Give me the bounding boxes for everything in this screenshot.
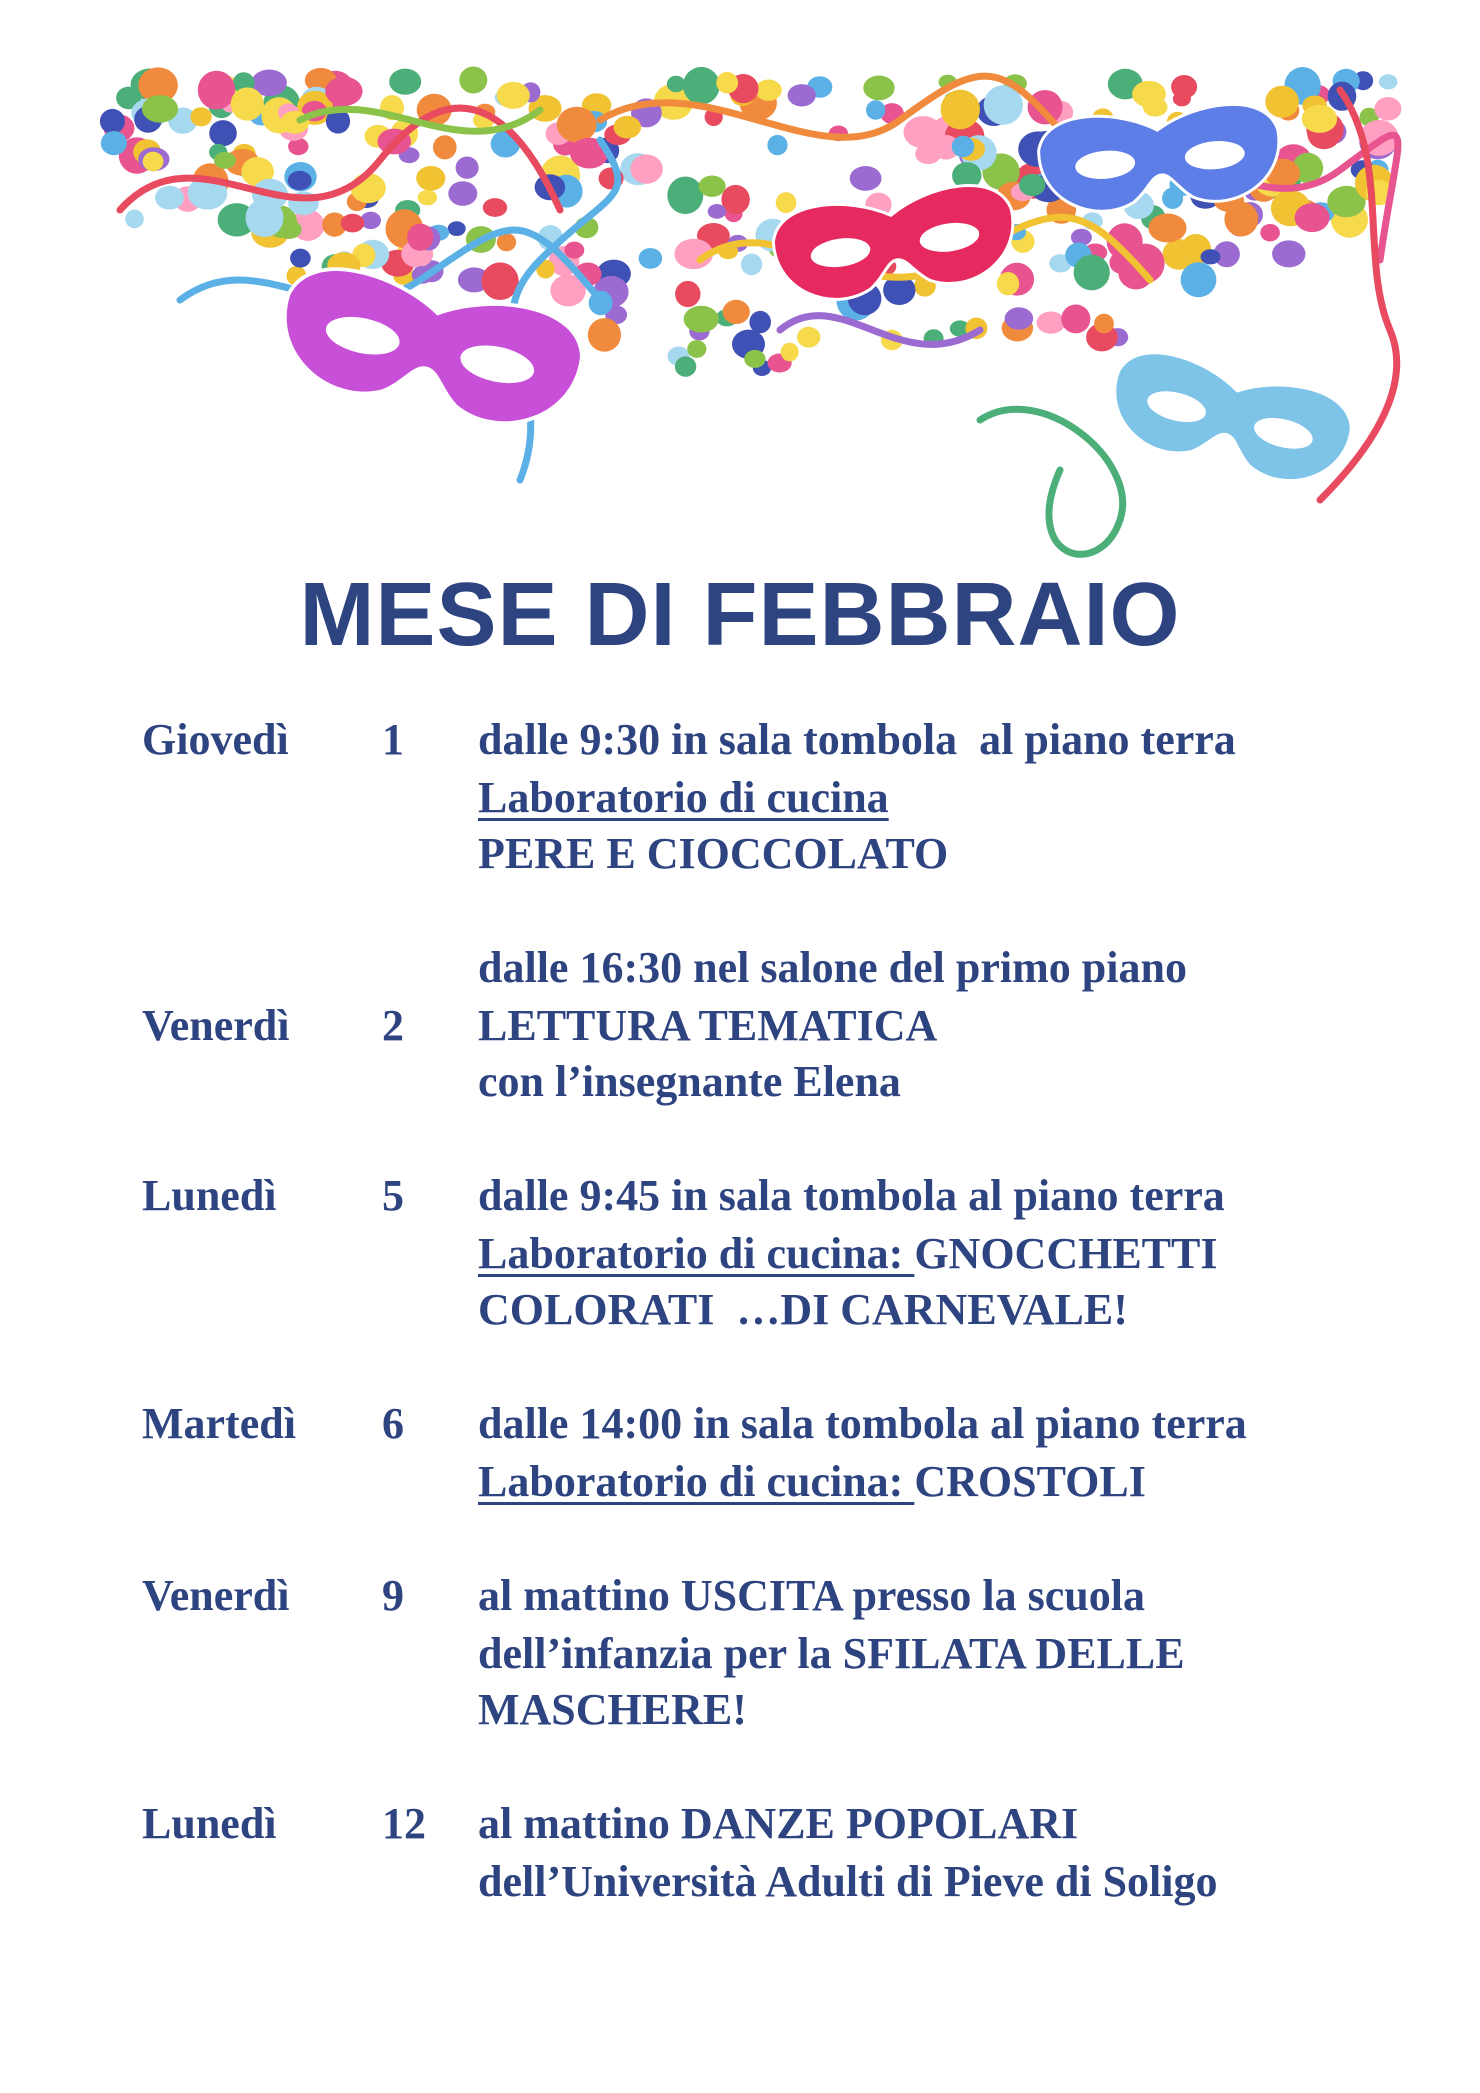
confetti-dot: [797, 327, 820, 348]
confetti-dot: [675, 281, 700, 307]
confetti-dot: [788, 84, 816, 106]
confetti-dot: [952, 136, 975, 158]
confetti-dot: [639, 248, 663, 269]
streamer: [980, 409, 1123, 554]
confetti-dot: [781, 343, 799, 362]
detail-text: dell’Università Adulti di Pieve di Soligo: [478, 1857, 1218, 1906]
confetti-dot: [630, 155, 662, 184]
confetti-dot: [389, 69, 421, 95]
event-detail-line: [478, 1282, 1128, 1338]
confetti-dot: [667, 177, 703, 215]
confetti-dot: [755, 80, 782, 101]
confetti-dot: [1302, 105, 1337, 133]
detail-text: dalle 9:30 in sala tombola al piano terra: [478, 715, 1236, 764]
confetti-dot: [416, 166, 445, 191]
confetti-dot: [448, 181, 477, 206]
event-detail-line: [478, 1568, 1145, 1624]
detail-text: dell’infanzia per la SFILATA DELLE: [478, 1629, 1185, 1678]
detail-text: GNOCCHETTI: [914, 1229, 1218, 1278]
confetti-dot: [863, 76, 894, 101]
detail-text: MASCHERE!: [478, 1685, 747, 1734]
confetti-dot: [1094, 314, 1114, 334]
confetti-dot: [684, 306, 719, 333]
event-detail-line: [478, 1854, 1218, 1910]
confetti-dot: [1074, 255, 1110, 291]
event-day: Venerdì: [142, 1571, 290, 1620]
confetti-dot: [341, 214, 365, 233]
confetti-dot: [767, 135, 787, 155]
confetti-dot: [407, 224, 433, 251]
confetti-dot: [1374, 97, 1401, 121]
confetti-dot: [214, 152, 236, 169]
event-day: Martedì: [142, 1399, 296, 1448]
event-detail-line: [478, 1682, 747, 1738]
detail-text: con l’insegnante Elena: [478, 1057, 901, 1106]
confetti-dot: [941, 90, 980, 130]
confetti-dot: [708, 204, 726, 219]
event-detail-line: [478, 1396, 1247, 1452]
detail-text: CROSTOLI: [914, 1457, 1146, 1506]
confetti-dot: [557, 107, 597, 143]
confetti-dot: [1148, 214, 1186, 243]
underlined-heading: Laboratorio di cucina: [478, 773, 889, 822]
confetti-dot: [155, 186, 184, 210]
carnival-mask-icon: [1102, 343, 1359, 494]
confetti-dot: [325, 77, 362, 106]
confetti-dot: [288, 171, 312, 190]
event-date: 6: [382, 1399, 404, 1448]
event-detail-line: [478, 1226, 1218, 1282]
confetti-dot: [699, 176, 726, 197]
confetti-dot: [1173, 91, 1191, 106]
page-title: MESE DI FEBBRAIO: [299, 565, 1181, 665]
detail-text: dalle 9:45 in sala tombola al piano terra: [478, 1171, 1225, 1220]
confetti-dot: [565, 242, 585, 259]
confetti-dot: [209, 120, 237, 146]
event-date: 12: [382, 1799, 426, 1848]
event-detail-line: [478, 712, 1236, 768]
confetti-dot: [1005, 307, 1034, 329]
confetti-dot: [588, 318, 621, 352]
event-detail-line: [478, 1796, 1078, 1852]
event-detail-line: [478, 998, 937, 1054]
confetti-dot: [142, 95, 178, 123]
event-day: Lunedì: [142, 1171, 277, 1220]
confetti-dot: [1019, 174, 1045, 196]
event-detail-line: [478, 940, 1187, 996]
confetti-dot: [667, 76, 686, 92]
confetti-dot: [1379, 74, 1398, 89]
carnival-mask-icon: [1036, 100, 1284, 216]
confetti-dot: [1037, 312, 1066, 334]
detail-text: PERE E CIOCCOLATO: [478, 829, 949, 878]
detail-text: al mattino DANZE POPOLARI: [478, 1799, 1079, 1848]
event-day: Venerdì: [142, 1001, 290, 1050]
detail-text: LETTURA TEMATICA: [478, 1001, 938, 1050]
confetti-dot: [675, 356, 696, 376]
confetti-dot: [1162, 188, 1183, 209]
event-day: Lunedì: [142, 1799, 277, 1848]
masks-decoration: [271, 100, 1359, 494]
event-detail-line: [478, 826, 948, 882]
underlined-heading: Laboratorio di cucina:: [478, 1229, 915, 1278]
confetti-dot: [1028, 90, 1063, 124]
confetti-dot: [1272, 240, 1305, 267]
confetti-dot: [1201, 249, 1221, 264]
confetti-dot: [1061, 305, 1090, 334]
confetti-dot: [614, 116, 642, 139]
confetti-dot: [497, 82, 530, 109]
confetti-dot: [687, 340, 706, 358]
event-detail-line: [478, 1626, 1185, 1682]
detail-text: dalle 14:00 in sala tombola al piano terra: [478, 1399, 1247, 1448]
event-detail-line: [478, 1054, 901, 1110]
confetti-dot: [683, 67, 720, 105]
confetti-dot: [1181, 262, 1217, 297]
confetti-dot: [100, 109, 125, 134]
detail-text: al mattino USCITA presso la scuola: [478, 1571, 1146, 1620]
event-date: 1: [382, 715, 404, 764]
carnival-banner-icon: [0, 0, 1480, 600]
underlined-heading: Laboratorio di cucina:: [478, 1457, 915, 1506]
event-detail-line: [478, 770, 889, 826]
confetti-dot: [1265, 86, 1299, 118]
confetti-dot: [776, 192, 797, 213]
confetti-dot: [125, 210, 144, 229]
confetti-dot: [448, 221, 466, 236]
confetti-dot: [101, 131, 127, 155]
confetti-dot: [1295, 203, 1330, 232]
confetti-dot: [866, 100, 885, 119]
confetti-dot: [290, 249, 311, 268]
confetti-dot: [198, 71, 235, 110]
confetti-dot: [749, 311, 771, 333]
confetti-dot: [483, 198, 507, 217]
confetti-dot: [741, 254, 762, 276]
confetti-dot: [190, 107, 211, 126]
confetti-dot: [850, 166, 882, 191]
event-date: 2: [382, 1001, 404, 1050]
event-date: 5: [382, 1171, 404, 1220]
confetti-dot: [459, 67, 487, 94]
detail-text: dalle 16:30 nel salone del primo piano: [478, 943, 1187, 992]
confetti-dot: [143, 152, 164, 171]
confetti-dot: [716, 72, 738, 94]
event-detail-line: [478, 1454, 1146, 1510]
confetti-dot: [1132, 81, 1166, 108]
confetti-dot: [231, 87, 264, 120]
confetti-dot: [723, 300, 750, 324]
confetti-dot: [997, 272, 1019, 295]
event-day: Giovedì: [142, 715, 289, 764]
detail-text: COLORATI …DI CARNEVALE!: [478, 1285, 1128, 1334]
confetti-dot: [418, 190, 437, 205]
carnival-mask-icon: [271, 258, 590, 438]
event-detail-line: [478, 1168, 1225, 1224]
event-date: 9: [382, 1571, 404, 1620]
confetti-dot: [456, 157, 479, 179]
confetti-dot: [433, 135, 457, 159]
confetti-dot: [1260, 224, 1280, 241]
confetti-dot: [744, 350, 765, 368]
